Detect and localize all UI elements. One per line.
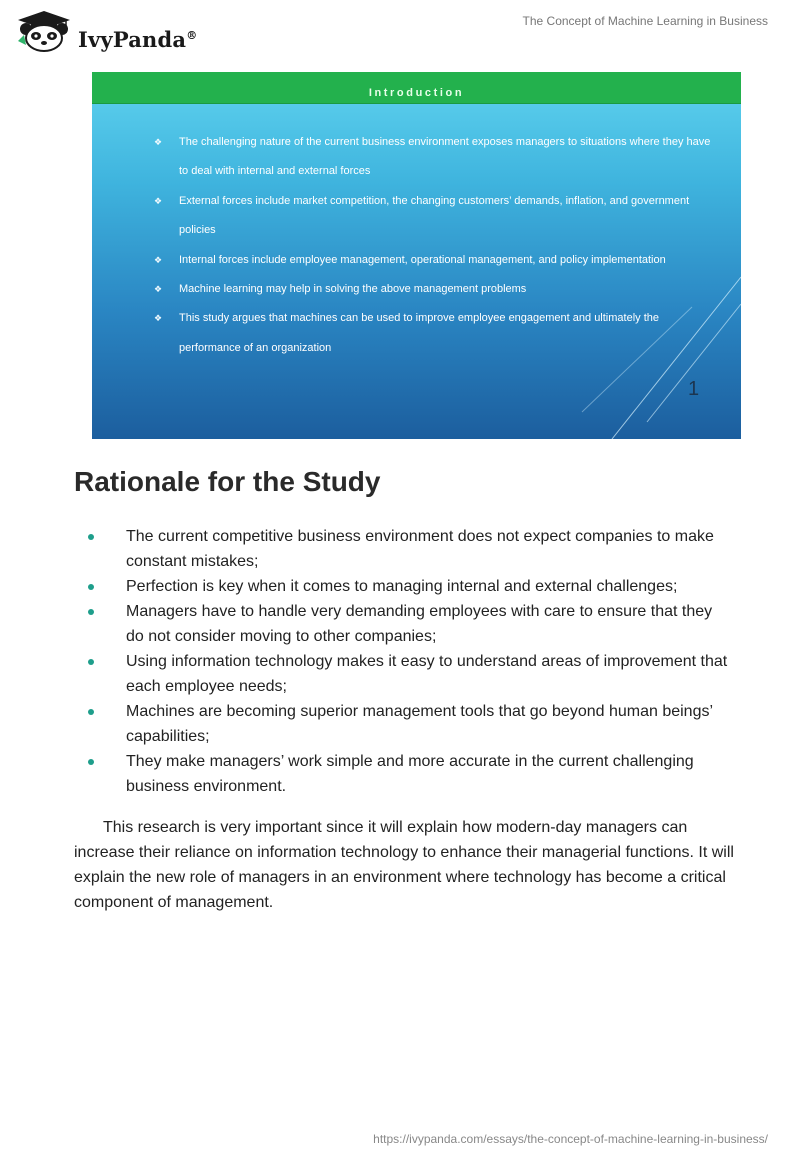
slide-page-number: 1 [688, 378, 700, 400]
panda-graduate-icon [14, 9, 74, 53]
list-item-text: Perfection is key when it comes to managing internal and external challenges; [126, 578, 678, 595]
list-item [74, 599, 734, 649]
slide-bullet-text: This study argues that machines can be used to improve employee engagement and ultimately the performance of an organization [179, 312, 659, 354]
diamond-bullet-icon: ❖ [154, 254, 163, 265]
slide-bullet-text: External forces include market competition, the changing customers’ demands, inflation, and government policies [179, 194, 690, 237]
list-item [74, 699, 734, 749]
list-item [74, 749, 734, 799]
slide-bullet-item [154, 128, 714, 187]
logo-text: IvyPanda® [78, 27, 198, 52]
list-item-text: The current competitive business environment does not expect companies to make constant mistakes; [126, 528, 714, 570]
list-item [74, 524, 734, 574]
slide-image [92, 72, 741, 439]
slide-title: Introduction [368, 87, 465, 99]
diamond-bullet-icon: ❖ [154, 195, 163, 206]
list-item [74, 649, 734, 699]
diamond-bullet-icon: ❖ [154, 313, 163, 324]
list-item [74, 574, 734, 599]
slide-bullet-text: Internal forces include employee management, operational management, and policy implementation [179, 253, 666, 266]
slide-bullet-item [154, 187, 714, 246]
bullet-dot-icon [88, 584, 94, 590]
document-title: The Concept of Machine Learning in Business [522, 14, 768, 28]
rationale-bullet-list [74, 524, 734, 799]
bullet-dot-icon [88, 759, 94, 765]
list-item-text: Managers have to handle very demanding employees with care to ensure that they do not consider moving to other companies; [126, 603, 713, 645]
bullet-dot-icon [88, 709, 94, 715]
site-logo[interactable] [14, 9, 214, 57]
body-paragraph: This research is very important since it will explain how modern-day managers can increase their reliance on information technology to enhance their managerial functions. It will explain the new role of managers in an environment where technology has become a critical component of management. [74, 819, 734, 911]
diamond-bullet-icon: ❖ [154, 284, 163, 295]
section-heading: Rationale for the Study [74, 466, 381, 497]
slide-bullet-list [154, 128, 714, 363]
slide-bullet-item [154, 275, 714, 304]
bullet-dot-icon [88, 534, 94, 540]
slide-bullet-item [154, 246, 714, 275]
bullet-dot-icon [88, 659, 94, 665]
list-item-text: They make managers’ work simple and more accurate in the current challenging business environment. [126, 753, 694, 795]
bullet-dot-icon [88, 609, 94, 615]
diamond-bullet-icon: ❖ [154, 137, 163, 147]
list-item-text: Machines are becoming superior management tools that go beyond human beings’ capabilities; [126, 703, 713, 745]
slide-bullet-text: Machine learning may help in solving the above management problems [179, 283, 527, 296]
source-url[interactable]: https://ivypanda.com/essays/the-concept-of-machine-learning-in-business/ [373, 1132, 768, 1146]
slide-bullet-item [154, 304, 714, 363]
list-item-text: Using information technology makes it easy to understand areas of improvement that each employee needs; [126, 653, 728, 695]
slide-bullet-text: The challenging nature of the current business environment exposes managers to situations where they have to deal with internal and external forces [179, 136, 711, 178]
